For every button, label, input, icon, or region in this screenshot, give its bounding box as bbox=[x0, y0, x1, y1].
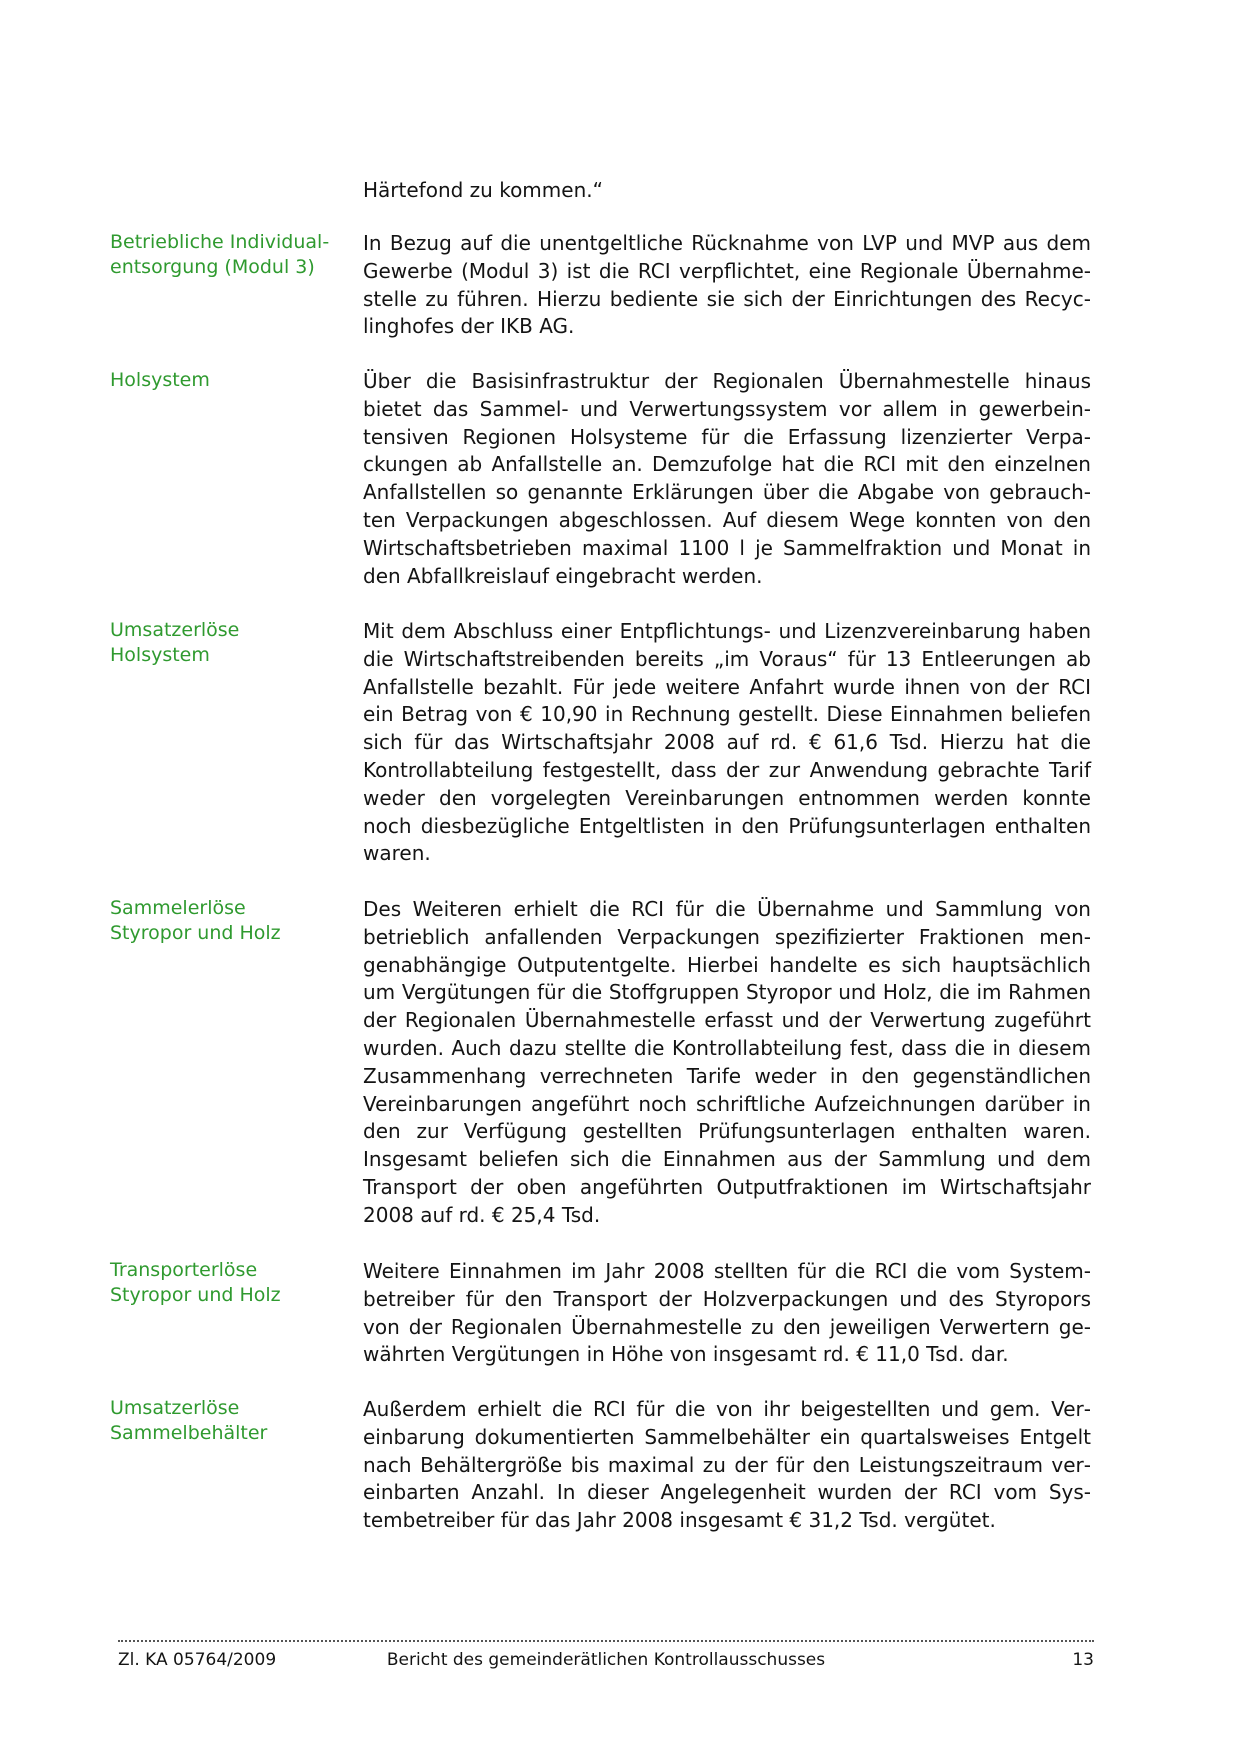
footer-divider bbox=[118, 1640, 1094, 1642]
margin-note bbox=[110, 368, 350, 393]
margin-note bbox=[110, 230, 350, 280]
file-reference: Zl. KA 05764/2009 bbox=[118, 1650, 277, 1670]
section-body: Des Weiteren erhielt die RCI für die Übernahme und Sammlung von betrieblich anfallenden Verpackungen spezifizierter Fraktionen mengenabhängige Outputentgelte. Hierbei handelte es sich hauptsächlich um Vergütungen für die Stoffgruppen Styropor und Holz, die im Rahmen der Regionalen Übernahmestelle erfasst und der Verwertung zugeführt wurden. Auch dazu stellte die Kontrollabteilung fest, dass die in diesem Zusammenhang verrechneten Tarife weder in den gegenständlichen Vereinbarungen angeführt noch schriftliche Aufzeichnungen darüber in den zur Verfügung gestellten Prüfungsunterlagen enthalten waren. Insgesamt beliefen sich die Einnahmen aus der Sammlung und dem Transport der oben angeführten Outputfraktionen im Wirtschaftsjahr 2008 auf rd. € 25,4 Tsd. bbox=[363, 897, 1091, 1227]
margin-note-line: Umsatzerlöse bbox=[110, 1397, 240, 1419]
margin-note-line: Holsystem bbox=[110, 369, 210, 391]
margin-note-line: Styropor und Holz bbox=[110, 1284, 281, 1306]
margin-note-line: Sammelbehälter bbox=[110, 1422, 268, 1444]
margin-note bbox=[110, 896, 350, 946]
page-footer bbox=[118, 1648, 1094, 1672]
margin-note-line: Sammelerlöse bbox=[110, 897, 246, 919]
margin-note bbox=[110, 1396, 350, 1446]
intro-text: Härtefond zu kommen.“ bbox=[363, 178, 603, 202]
margin-note-line: Transporterlöse bbox=[110, 1259, 258, 1281]
section-body: Über die Basisinfrastruktur der Regionalen Übernahmestelle hinaus bietet das Sammel- und Verwertungssystem vor allem in gewerbeintensiven Regionen Holsysteme für die Erfassung lizenzierter Verpackungen ab Anfallstelle an. Demzufolge hat die RCI mit den einzelnen Anfallstellen so genannte Erklärungen über die Abgabe von gebrauchten Verpackungen abgeschlossen. Auf diesem Wege konnten von den Wirtschaftsbetrieben maximal 1100 l je Sammelfraktion und Monat in den Abfallkreislauf eingebracht werden. bbox=[363, 369, 1091, 588]
margin-note-line: entsorgung (Modul 3) bbox=[110, 256, 315, 278]
section-body: In Bezug auf die unentgeltliche Rücknahme von LVP und MVP aus dem Gewerbe (Modul 3) ist die RCI verpflichtet, eine Regionale Übernahmestelle zu führen. Hierzu bediente sie sich der Einrichtungen des Recyclinghofes der IKB AG. bbox=[363, 231, 1091, 339]
margin-note bbox=[110, 618, 350, 668]
page-number: 13 bbox=[1072, 1650, 1094, 1670]
margin-note-line: Umsatzerlöse bbox=[110, 619, 240, 641]
margin-note bbox=[110, 1258, 350, 1308]
section-body: Weitere Einnahmen im Jahr 2008 stellten für die RCI die vom Systembetreiber für den Transport der Holzverpackungen und des Styropors von der Regionalen Übernahmestelle zu den jeweiligen Verwertern gewährten Vergütungen in Höhe von insgesamt rd. € 11,0 Tsd. dar. bbox=[363, 1259, 1091, 1367]
section-body: Mit dem Abschluss einer Entpflichtungs- und Lizenzvereinbarung haben die Wirtschaftstreibenden bereits „im Voraus“ für 13 Entleerungen ab Anfallstelle bezahlt. Für jede weitere Anfahrt wurde ihnen von der RCI ein Betrag von € 10,90 in Rechnung gestellt. Diese Einnahmen beliefen sich für das Wirtschaftsjahr 2008 auf rd. € 61,6 Tsd. Hierzu hat die Kontrollabteilung festgestellt, dass der zur Anwendung gebrachte Tarif weder den vorgelegten Vereinbarungen entnommen werden konnte noch diesbezügliche Entgeltlisten in den Prüfungsunterlagen enthalten waren. bbox=[363, 619, 1091, 866]
margin-note-line: Holsystem bbox=[110, 644, 210, 666]
margin-note-line: Styropor und Holz bbox=[110, 922, 281, 944]
margin-note-line: Betriebliche Individual- bbox=[110, 231, 330, 253]
report-title: Bericht des gemeinderätlichen Kontrollausschusses bbox=[386, 1650, 826, 1670]
section-body: Außerdem erhielt die RCI für die von ihr beigestellten und gem. Vereinbarung dokumentierten Sammelbehälter ein quartalsweises Entgelt nach Behältergröße bis maximal zu der für den Leistungszeitraum vereinbarten Anzahl. In dieser Angelegenheit wurden der RCI vom Systembetreiber für das Jahr 2008 insgesamt € 31,2 Tsd. vergütet. bbox=[363, 1397, 1091, 1533]
